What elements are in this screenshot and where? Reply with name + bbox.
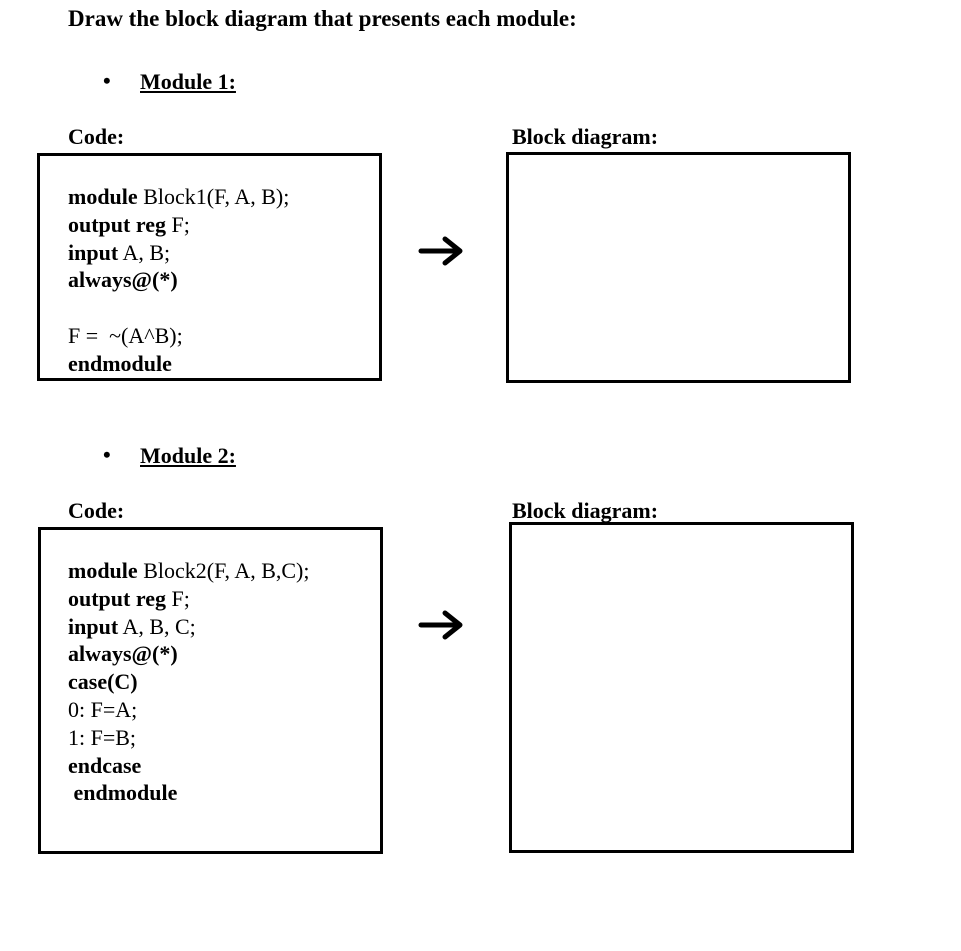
module-2-heading: Module 2:: [140, 443, 236, 468]
module-1-diagram-box[interactable]: [506, 152, 851, 383]
module-1-code: [68, 183, 289, 378]
code-line: endcase: [68, 752, 142, 778]
code-line: endmodule: [68, 780, 178, 806]
arrow-right-icon: [418, 608, 468, 642]
module-2-code-label: Code:: [68, 498, 125, 523]
module-2-diagram-box[interactable]: [509, 522, 854, 853]
bullet-module-2: •: [103, 442, 111, 467]
code-line: always@(*): [68, 267, 178, 293]
bullet-module-1: •: [103, 68, 111, 93]
module-2-code: [68, 557, 310, 807]
code-line: F = ~(A^B);: [68, 322, 183, 348]
code-line: case(C): [68, 669, 138, 695]
module-1-diagram-label: Block diagram:: [512, 124, 659, 149]
module-1-code-label: Code:: [68, 124, 125, 149]
code-line: endmodule: [68, 350, 172, 376]
code-line: 1: F=B;: [68, 724, 137, 750]
code-line: input A, B;: [68, 239, 171, 265]
code-line: module Block2(F, A, B,C);: [68, 558, 310, 583]
code-line: [68, 294, 289, 322]
module-2-diagram-label: Block diagram:: [512, 498, 659, 523]
code-line: input A, B, C;: [68, 613, 196, 639]
code-line: 0: F=A;: [68, 696, 138, 722]
page-title: Draw the block diagram that presents each module:: [68, 6, 577, 31]
code-line: output reg F;: [68, 211, 190, 237]
code-line: module Block1(F, A, B);: [68, 184, 290, 209]
code-line: always@(*): [68, 641, 178, 667]
module-1-heading: Module 1:: [140, 69, 236, 94]
arrow-right-icon: [418, 234, 468, 268]
code-line: output reg F;: [68, 585, 190, 611]
